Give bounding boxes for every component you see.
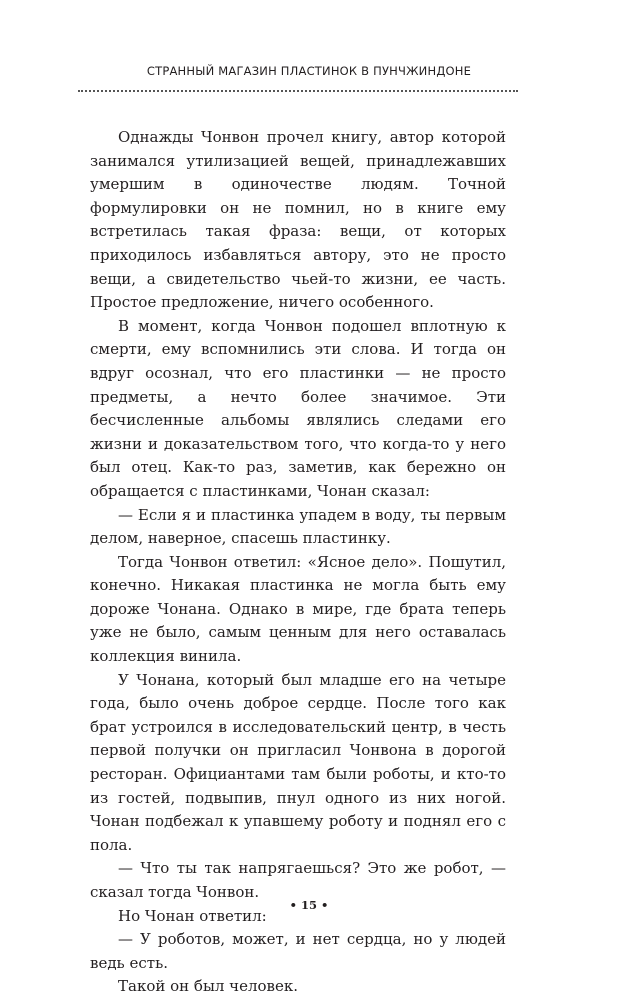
paragraph: Однажды Чонвон прочел книгу, автор которой занимался утилизацией вещей, принадлежавших умершим в одиночестве людям. Точной формулировки он не помнил, но в книге ему встретилась такая фраза: вещи, от которых приходилось избавляться автору, это не просто вещи, а свидетельство чьей-то жизни, ее часть. Простое предложение, ничего особенного. — [90, 128, 506, 312]
running-title: СТРАННЫЙ МАГАЗИН ПЛАСТИНОК В ПУНЧЖИНДОНЕ — [146, 64, 472, 78]
paragraph: В момент, когда Чонвон подошел вплотную к смерти, ему вспомнились эти слова. И тогда он вдруг осознал, что его пластинки — не просто предметы, а нечто более значимое. Эти бесчисленные альбомы являлись следами его жизни и доказательством того, что когда-то у него был отец. Как-то раз, заметив, как бережно он обращается с пластинками, Чонан сказал: — [90, 316, 506, 500]
page-number: • 15 • — [289, 898, 329, 912]
header-dotted-rule — [78, 90, 518, 92]
body-text — [90, 126, 506, 999]
dialogue-line: — Если я и пластинка упадем в воду, ты первым делом, наверное, спасешь пластинку. — [90, 505, 506, 548]
paragraph: У Чонана, который был младше его на четыре года, было очень доброе сердце. После того как брат устроился в исследовательский центр, в честь первой получки он пригласил Чонвона в дорогой ресторан. Официантами там были роботы, и кто-то из гостей, подвыпив, пнул одного из них ногой. Чонан подбежал к упавшему роботу и поднял его с пола. — [90, 670, 506, 854]
paragraph: Тогда Чонвон ответил: «Ясное дело». Пошутил, конечно. Никакая пластинка не могла быть ему дороже Чонана. Однако в мире, где брата теперь уже не было, самым ценным для него оставалась коллекция винила. — [90, 552, 506, 666]
paragraph: Но Чонан ответил: — [118, 906, 267, 925]
dialogue-line: — Что ты так напрягаешься? Это же робот, — сказал тогда Чонвон. — [90, 859, 506, 901]
paragraph: Такой он был человек. — [118, 977, 298, 996]
dialogue-line: — У роботов, может, и нет сердца, но у людей ведь есть. — [90, 930, 506, 972]
